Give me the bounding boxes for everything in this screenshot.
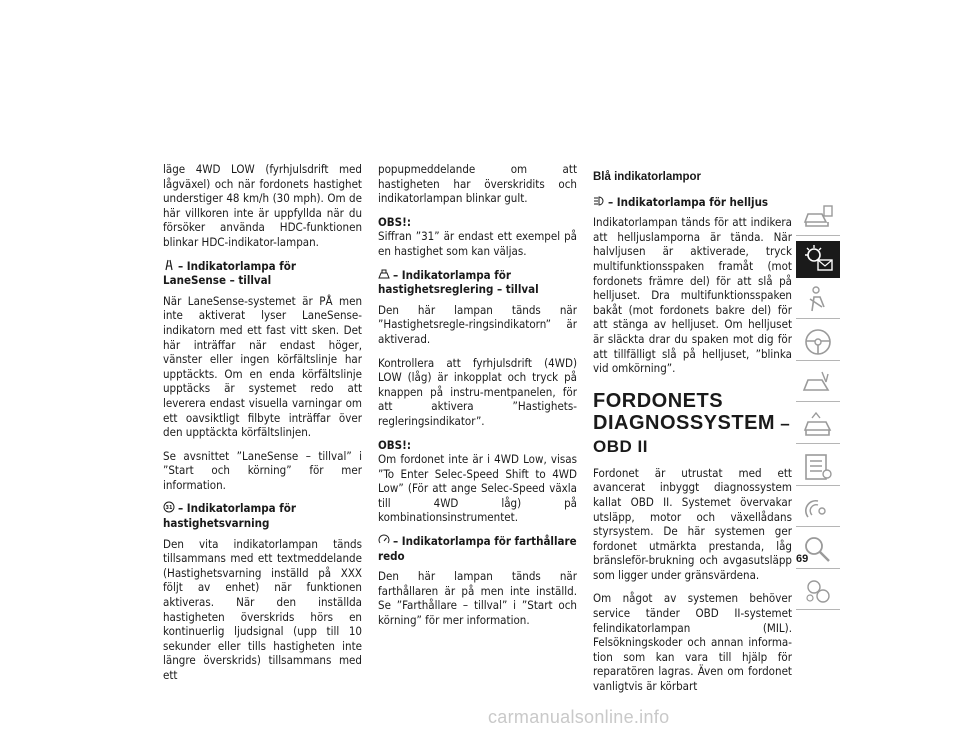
speed-regulator-icon	[378, 268, 390, 279]
heading-high-beam: – Indikatorlampa för helljus	[593, 195, 792, 210]
cruise-control-icon	[378, 534, 390, 545]
emergency-icon	[802, 368, 834, 398]
paragraph-hdc: läge 4WD LOW (fyrhjulsdrift med lågväxel) och när fordonets hastighet understiger 48 km/h (30 mph). Om de här villkoren inte är uppfyllda när du försöker använda HDC-funktionen blinkar HDC-indikator-lampan.	[163, 162, 362, 249]
multimedia-icon	[802, 493, 834, 523]
note-label-1: OBS!:	[378, 214, 411, 229]
text-column-2	[378, 162, 577, 628]
tab-language[interactable]	[796, 573, 840, 610]
text-column-3	[593, 162, 792, 694]
heading-speed-regulator: – Indikatorlampa för hastighetsreglering – tillval	[378, 267, 539, 297]
paragraph-obd-2: Om något av systemen behöver service tänder OBD II-systemet felindikatorlampan (MIL). Felsökningskoder och annan informa-tion som kan vara till hjälp för reparatören lagras. Även om fordonet vanligtvis är körbart	[593, 591, 792, 694]
note-label-2: OBS!:	[378, 437, 411, 452]
paragraph-lanesense-ref: Se avsnittet ”LaneSense – tillval” i ”Start och körning” för mer information.	[163, 448, 362, 492]
speed-warning-icon	[163, 501, 175, 512]
tab-multimedia[interactable]	[796, 490, 840, 527]
heading-blue-indicators: Blå indikatorlampor	[593, 171, 701, 183]
high-beam-icon	[593, 195, 605, 206]
note-text-2: Om fordonet inte är i 4WD Low, visas ”To Enter Selec-Speed Shift to 4WD Low” (För att ange Selec-Speed växla till 4WD låg) på kombinationsinstrumentet.	[378, 452, 577, 525]
paragraph-cruise: Den här lampan tänds när farthållaren är på men inte inställd. Se ”Farthållare – tillval” i ”Start och körning” för mer information.	[378, 569, 577, 628]
heading-lanesense: – Indikatorlampa för LaneSense – tillval	[163, 258, 296, 288]
heading-obd: FORDONETS DIAGNOSSYSTEM – OBD II	[593, 389, 791, 456]
seat-safety-icon	[802, 285, 834, 315]
heading-speed-warning: 31 – Indikatorlampa för hastighetsvarning	[163, 501, 296, 531]
steering-wheel-icon	[802, 327, 834, 357]
tab-car-info[interactable]	[796, 199, 840, 236]
svg-text:31: 31	[165, 505, 173, 512]
language-icon	[802, 576, 834, 606]
tab-seat-safety[interactable]	[796, 282, 840, 319]
car-info-icon	[802, 202, 834, 232]
specifications-icon	[802, 452, 834, 482]
tab-emergency[interactable]	[796, 365, 840, 402]
car-service-icon	[802, 410, 834, 440]
paragraph-speed-warning: Den vita indikatorlampan tänds tillsammans med ett textmeddelande (Hastighetsvarning inställd på XXX följt av enhet) när funktionen aktiveras. När den inställda hastigheten överskrids hörs en kontinuerlig ljudsignal (upp till 10 sekunder eller tills hastigheten inte längre överskrids) tillsammans med ett	[163, 536, 362, 682]
warning-lights-icon	[802, 244, 834, 274]
paragraph-lanesense: När LaneSense-systemet är PÅ men inte aktiverat lyser LaneSense-indikatorn med ett fast vitt sken. Det här inträffar när endast höger, vänster eller ingen körfältslinje har upptäckts. Om en enda körfältslinje upptäcks är systemet redo att leverera endast visuella varningar om ett oavsiktligt filbyte inträffar över den upptäckta körfältslinjen.	[163, 293, 362, 440]
tab-specifications[interactable]	[796, 449, 840, 486]
tab-steering[interactable]	[796, 324, 840, 361]
paragraph-regulator-2: Kontrollera att fyrhjulsdrift (4WD) LOW (låg) är inkopplat och tryck på knappen på instru-mentpanelen, för att aktivera ”Hastighets-regleringsindikator”.	[378, 355, 577, 428]
note-text-1: Siffran ”31” är endast ett exempel på en hastighet som kan väljas.	[378, 229, 577, 258]
tab-warning-lights[interactable]	[796, 241, 840, 278]
paragraph-obd-1: Fordonet är utrustat med ett avancerat inbyggt diagnossystem kallat OBD II. Systemet övervakar utsläpp, motor och växellådans styrsystem. De här systemen ger fordonet utmärkta prestanda, låg bränsleför-brukning och avgasutsläpp som ligger under gränsvärdena.	[593, 465, 792, 582]
text-column-1	[163, 162, 362, 683]
lanesense-icon	[163, 259, 175, 270]
heading-cruise-ready: – Indikatorlampa för farthållare redo	[378, 534, 577, 563]
paragraph-popup: popupmeddelande om att hastigheten har överskridits och indikatorlampan blinkar gult.	[378, 162, 577, 206]
tab-car-service[interactable]	[796, 407, 840, 444]
page-number: 69	[796, 553, 809, 565]
paragraph-regulator-1: Den här lampan tänds när ”Hastighetsregle-ringsindikatorn” är aktiverad.	[378, 302, 577, 346]
watermark: carmanualsonline.info	[488, 707, 670, 727]
paragraph-high-beam: Indikatorlampan tänds för att indikera att helljuslamporna är tända. När halvljusen är aktiverade, tryck multifunktionsspaken framåt (mot fordonets främre del) för att slå på helljuset. Dra multifunktionsspaken bakåt (mot fordonets bakre del) för att stänga av helljuset. Om helljuset är släckta drar du spaken mot dig för att tillfälligt slå på helljuset, ”blinka vid omkörning”.	[593, 215, 792, 376]
